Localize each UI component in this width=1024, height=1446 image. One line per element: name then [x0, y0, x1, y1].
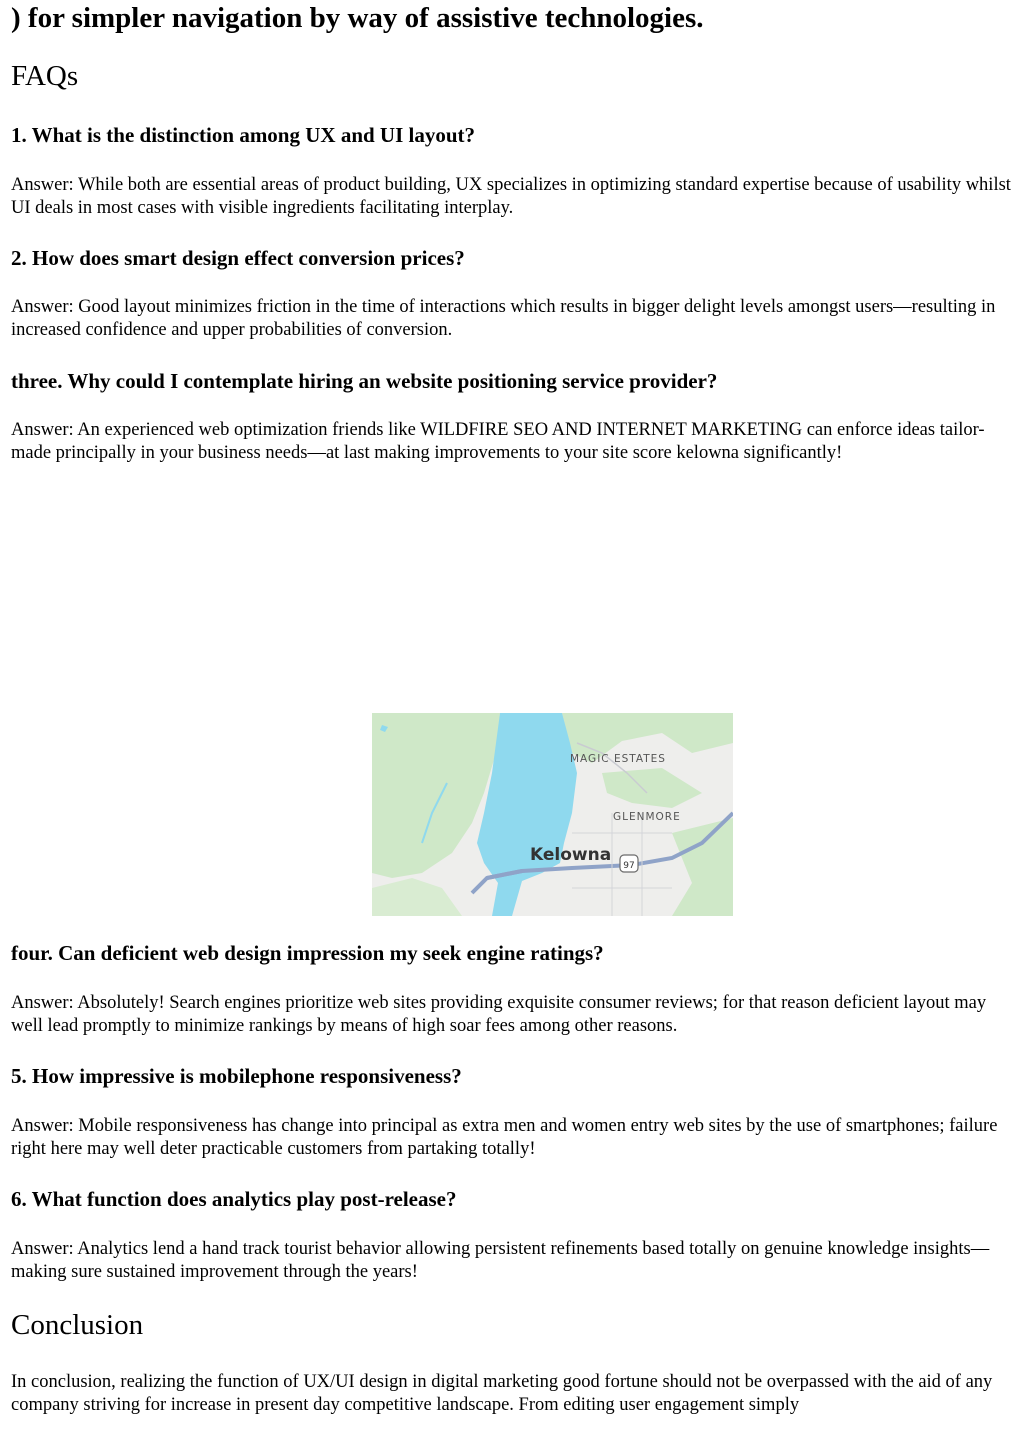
faq-answer-5: Answer: Mobile responsiveness has change into principal as extra men and women entry web sites by the use of smartphones; failure right here may well deter practicable customers from partaking totally! — [11, 1116, 998, 1159]
faq-question-3: three. Why could I contemplate hiring an website positioning service provider? — [11, 369, 718, 393]
faq-answer-1: Answer: While both are essential areas of product building, UX specializes in optimizing standard expertise because of usability whilst UI deals in most cases with visible ingredients facilitating interplay. — [11, 175, 1011, 218]
intro-fragment-heading: ) for simpler navigation by way of assistive technologies. — [11, 2, 704, 34]
conclusion-text: In conclusion, realizing the function of UX/UI design in digital marketing good fortune should not be overpassed with the aid of any company striving for increase in present day competitive landscape. From editing user engagement simply — [11, 1372, 993, 1415]
map-label-magic-estates: MAGIC ESTATES — [570, 753, 666, 765]
faq-question-2: 2. How does smart design effect conversion prices? — [11, 246, 465, 270]
faq-question-6: 6. What function does analytics play post-release? — [11, 1187, 457, 1211]
map-label-city: Kelowna — [530, 845, 612, 865]
faq-answer-3: Answer: An experienced web optimization friends like WILDFIRE SEO AND INTERNET MARKETING can enforce ideas tailor-made principally in your business needs—at last making improvements to your site score kelowna significantly! — [11, 420, 985, 463]
faq-question-5: 5. How impressive is mobilephone responsiveness? — [11, 1064, 462, 1088]
faq-question-4: four. Can deficient web design impression my seek engine ratings? — [11, 941, 604, 965]
faqs-heading: FAQs — [11, 60, 79, 92]
kelowna-map[interactable] — [372, 713, 733, 916]
faq-answer-6: Answer: Analytics lend a hand track tourist behavior allowing persistent refinements based totally on genuine knowledge insights—making sure sustained improvement through the years! — [11, 1239, 990, 1282]
map-label-glenmore: GLENMORE — [613, 811, 681, 823]
faq-answer-2: Answer: Good layout minimizes friction in the time of interactions which results in bigger delight levels amongst users—resulting in increased confidence and upper probabilities of conversion. — [11, 297, 996, 340]
conclusion-heading: Conclusion — [11, 1309, 144, 1341]
faq-answer-4: Answer: Absolutely! Search engines prioritize web sites providing exquisite consumer reviews; for that reason deficient layout may well lead promptly to minimize rankings by means of high soar fees among other reasons. — [11, 993, 987, 1036]
faq-question-1: 1. What is the distinction among UX and UI layout? — [11, 123, 476, 147]
map-label-highway: 97 — [623, 861, 635, 871]
